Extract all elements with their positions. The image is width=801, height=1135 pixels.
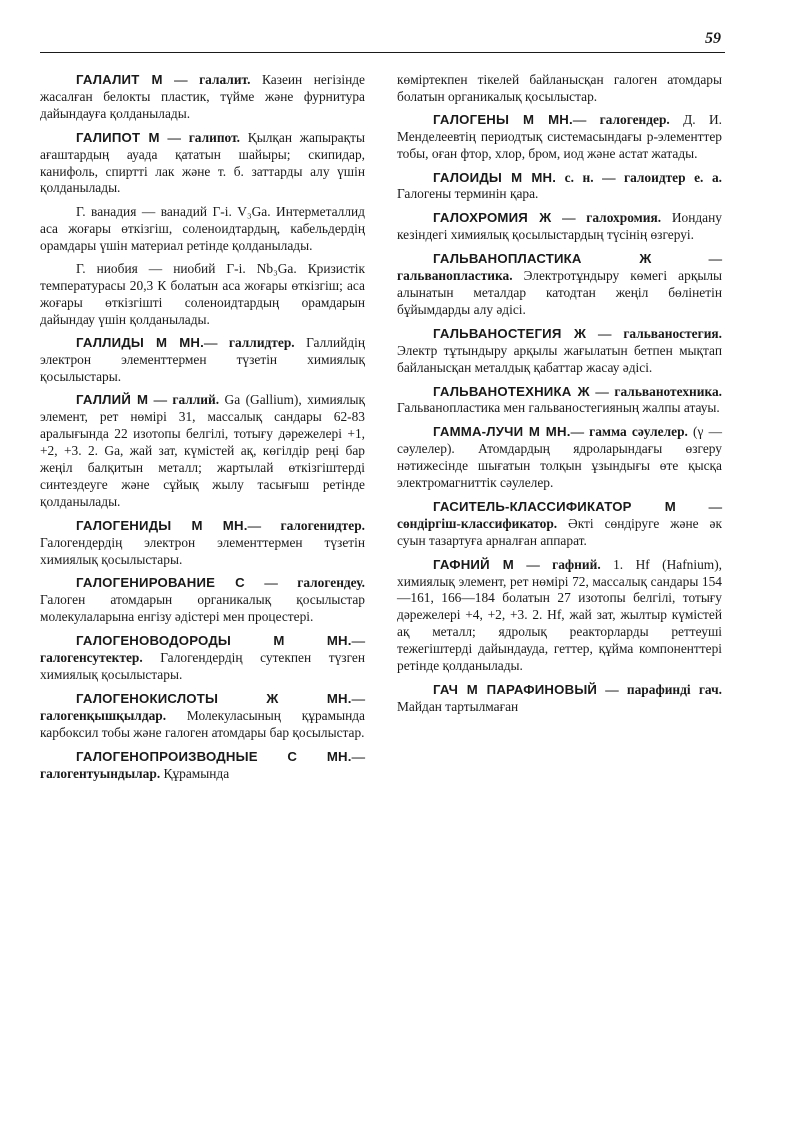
entry-definition: Гальванопластика мен гальваностегияның жалпы атауы. <box>397 400 720 416</box>
entry-headword: ГАЛОГЕНОВОДОРОДЫ М МН. <box>76 633 352 649</box>
dictionary-entry <box>397 682 722 716</box>
entry-definition: Иондану кезіндегі химиялық қосылыстардың түсінің өзгеруі. <box>397 210 722 243</box>
entry-definition: Қылқан жапырақты ағаштардың ауада қататын шайыры; скипидар, канифоль, спиртті лак және т. б. заттарды алу үшін қолданылады. <box>40 129 365 196</box>
entry-translation: — галохромия. <box>551 210 662 226</box>
entry-definition: Галлийдің электрон элементтермен түзетін химиялық қосылыстары. <box>40 334 366 384</box>
entry-translation: — гамма сәулелер. <box>570 424 688 440</box>
dictionary-entry <box>40 335 365 386</box>
entry-definition: Әкті сөндіруге және әк суын тазартуға арналған аппарат. <box>397 515 722 548</box>
entry-definition: Г. ниобия — ниобий Г-і. Nb₃Ga. Кризистік температурасы 20,3 К болатын аса жоғары өткізгіш; аса жоғары өткізгішті соленоидтардың орамдарын дайындау үшін қолданылады. <box>40 261 365 327</box>
entry-translation: — галогенқышқылдар. <box>40 690 365 723</box>
dictionary-entry <box>40 392 365 510</box>
dictionary-entry <box>40 575 365 626</box>
entry-definition: Майдан тартылмаған <box>397 698 519 714</box>
entry-headword: ГАЛОГЕНИДЫ М МН. <box>76 517 248 533</box>
entry-definition: Құрамында <box>160 765 230 781</box>
dictionary-entry <box>40 261 365 329</box>
entry-translation: — гальваностегия. <box>586 325 722 341</box>
entry-headword: ГАММА-ЛУЧИ М МН. <box>433 424 571 440</box>
dictionary-entry <box>40 204 365 255</box>
entry-headword: ГАЛОГЕНИРОВАНИЕ С <box>76 575 245 591</box>
entry-definition: Галогендердің электрон элементтермен түзетін химиялық қосылыстары. <box>40 534 365 567</box>
entry-headword: ГАЛОХРОМИЯ Ж <box>433 210 552 226</box>
entry-headword: ГАЛЛИЙ М <box>76 392 149 408</box>
entry-definition: көміртекпен тікелей байланысқан галоген атомдары болатын органикалық қосылыстар. <box>397 72 722 104</box>
entry-translation: — гальванопластика. <box>397 251 722 284</box>
dictionary-entry <box>397 424 722 492</box>
entry-headword: ГАЧ М ПАРАФИНОВЫЙ <box>433 682 598 697</box>
dictionary-entry <box>397 72 722 106</box>
entry-translation: — сөндіргіш-классификатор. <box>397 498 722 531</box>
dictionary-entry <box>40 633 365 684</box>
entry-translation: — галлий. <box>148 392 220 408</box>
entry-definition: Галогены терминін қара. <box>397 186 539 202</box>
entry-headword: ГАСИТЕЛЬ-КЛАССИФИКАТОР М <box>433 498 676 514</box>
entry-headword: ГАФНИЙ М <box>433 556 514 572</box>
page-number: 59 <box>705 30 721 47</box>
entry-definition: Галогендердің сутекпен түзген химиялық қосылыстары. <box>40 650 365 682</box>
dictionary-entry <box>40 518 365 569</box>
entry-headword: ГАЛОИДЫ М МН. <box>433 169 557 185</box>
entry-translation: — галогентуындылар. <box>40 748 365 781</box>
entry-translation: с. н. — галоидтер е. а. <box>556 169 722 185</box>
entry-translation: — галогенидтер. <box>247 517 365 533</box>
entry-headword: ГАЛЬВАНОПЛАСТИКА Ж <box>433 251 652 267</box>
entry-definition: Казеин негізінде жасалған белокты пластик, түйме және фурнитура дайындауға қолданылады. <box>40 72 365 121</box>
dictionary-entry <box>40 691 365 742</box>
dictionary-entry <box>397 112 722 163</box>
entry-translation: — парафинді гач. <box>597 682 722 697</box>
dictionary-entry <box>397 384 722 418</box>
entry-definition: Галоген атомдарын органикалық қосылыстар молекулаларына енгізу әдістері мен процестері. <box>40 592 365 625</box>
entry-headword: ГАЛАЛИТ М <box>76 72 163 87</box>
entry-translation: — галлидтер. <box>204 334 295 350</box>
entry-translation: — галогендеу. <box>244 575 365 591</box>
entry-translation: — галогенсутектер. <box>40 633 365 666</box>
entry-headword: ГАЛЬВАНОТЕХНИКА Ж <box>433 383 590 399</box>
entry-headword: ГАЛИПОТ М <box>76 129 160 145</box>
entry-definition: (γ — сәулелер). Атомдардың ядроларындағы өзгеру нәтижесінде шығатын толқын ұзындығы өте қысқа электромагниттік сәулелер. <box>397 424 722 491</box>
dictionary-entry <box>397 251 722 319</box>
entry-definition: Электротұндыру көмегі арқылы алынатын металдар катодтан жеңіл бөлінетін бұйымдарды алу әдісі. <box>397 268 722 317</box>
entry-definition: 1. Hf (Hafnium), химиялық элемент, рет нөмірі 72, массалық сандары 154—161, 166—184 болатын 27 изотопы белгілі, тотығу дәрежелері +4, +2, +3. 2. Hf, жай зат, жылтыр күмістей ақ металл; ядролық реакторларды реттеуші тежегіштерді дайындауда, геттер, құйма компоненттері ретінде қолданылады. <box>397 556 722 674</box>
dictionary-entry <box>40 72 365 123</box>
dictionary-entry <box>40 130 365 198</box>
entry-headword: ГАЛЬВАНОСТЕГИЯ Ж <box>433 325 587 341</box>
entry-translation: — галипот. <box>159 129 240 145</box>
header-rule <box>40 52 725 53</box>
dictionary-entry <box>397 499 722 550</box>
entry-headword: ГАЛОГЕНЫ М МН. <box>433 111 573 127</box>
dictionary-entry <box>397 557 722 675</box>
dictionary-entry <box>397 210 722 244</box>
entry-translation: — галалит. <box>162 72 251 87</box>
right-column <box>397 72 722 723</box>
dictionary-entry <box>397 170 722 204</box>
entry-definition: Молекуласының құрамында карбоксил тобы және галоген атомдары бар қосылыстар. <box>40 707 365 740</box>
entry-definition: Д. И. Менделеевтің периодтық системасындағы р-элементтер тобы, оған фтор, хлор, бром, иод және астат жатады. <box>397 111 722 161</box>
entry-translation: — гальванотехника. <box>589 383 722 399</box>
entry-headword: ГАЛОГЕНОПРОИЗВОДНЫЕ С МН. <box>76 748 352 764</box>
dictionary-entry <box>40 749 365 783</box>
left-column <box>40 72 365 789</box>
entry-definition: Г. ванадия — ванадий Г-і. V₃Ga. Интерметаллид аса жоғары өткізгіш, соленоидтардың, кабельдердің орамдары үшін материал ретінде қолданылады. <box>40 204 365 254</box>
entry-definition: Ga (Gallium), химиялық элемент, рет нөмірі 31, массалық сандары 62-83 аралығында 22 изотопы белгілі, тотығу дәрежелері +1, +2, +3. 2. Ga, жай зат, күмістей ақ, көгілдір реңі бар жеңіл балқитын металл; жартылай өткізгіштерді синтездеуге және сұйық жылу тасығыш ретінде қолданылады. <box>40 392 365 509</box>
entry-translation: — галогендер. <box>572 111 670 127</box>
entry-headword: ГАЛОГЕНОКИСЛОТЫ Ж МН. <box>76 690 352 706</box>
dictionary-entry <box>397 326 722 377</box>
entry-definition: Электр тұтындыру арқылы жағылатын бетпен мықтап байланысқан металдық қабаттар жасау әдісі. <box>397 342 722 375</box>
entry-headword: ГАЛЛИДЫ М МН. <box>76 334 205 350</box>
entry-translation: — гафний. <box>513 556 601 572</box>
